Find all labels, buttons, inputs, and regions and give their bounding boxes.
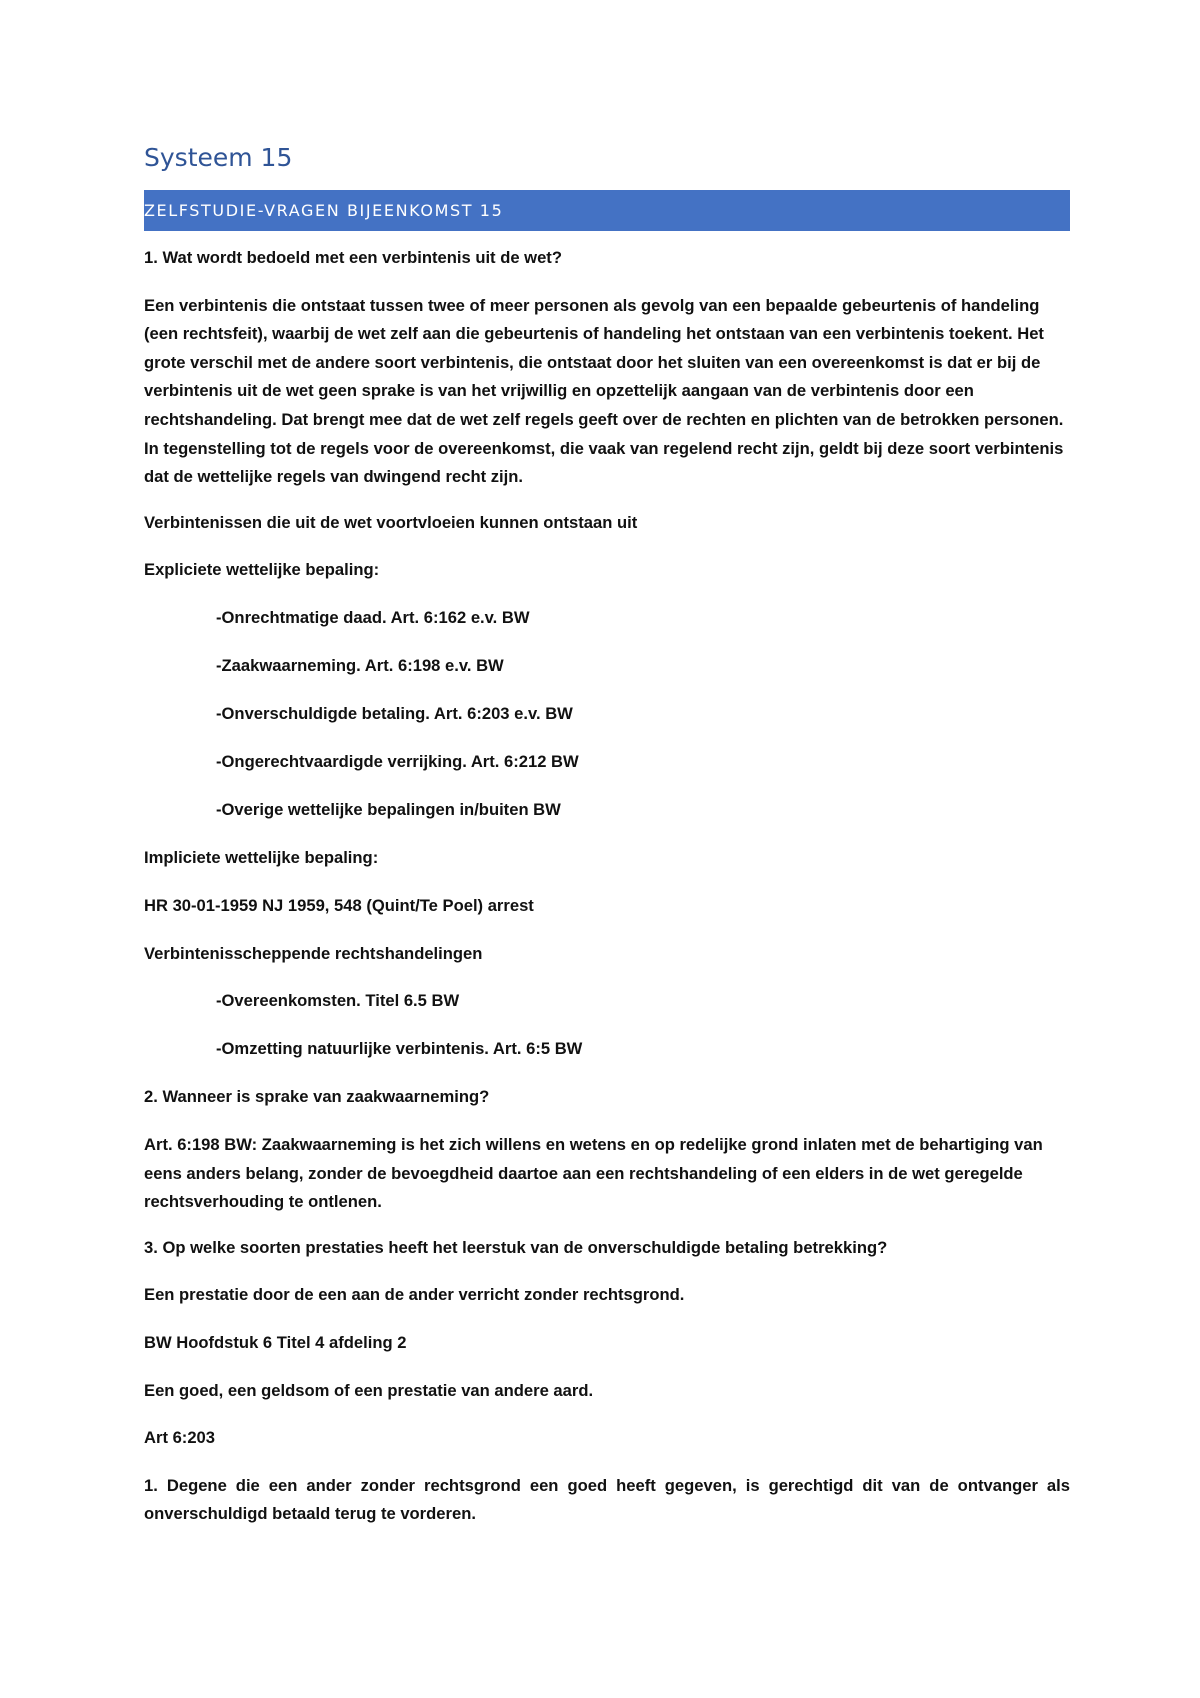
section-header-text: ZELFSTUDIE-VRAGEN BIJEENKOMST 15 [144,201,504,220]
list-item: -Overeenkomsten. Titel 6.5 BW [216,991,460,1011]
paragraph: Een goed, een geldsom of een prestatie van andere aard. [144,1380,594,1400]
paragraph: Art 6:203 [144,1428,216,1448]
paragraph: BW Hoofdstuk 6 Titel 4 afdeling 2 [144,1332,407,1352]
list-item: -Onrechtmatige daad. Art. 6:162 e.v. BW [216,607,530,627]
list-item: -Onverschuldigde betaling. Art. 6:203 e.v. BW [216,704,573,724]
paragraph: Expliciete wettelijke bepaling: [144,560,380,580]
document-title: Systeem 15 [144,143,293,172]
paragraph: 1. Degene die een ander zonder rechtsgrond een goed heeft gegeven, is gerechtigd dit van de ontvanger als onverschuldigd betaald terug te vorderen. [144,1475,1070,1524]
paragraph: Verbintenissen die uit de wet voortvloeien kunnen ontstaan uit [144,512,638,532]
section-header-bar [144,190,1070,231]
question-3: 3. Op welke soorten prestaties heeft het leerstuk van de onverschuldigde betaling betrekking? [144,1237,888,1257]
question-2: 2. Wanneer is sprake van zaakwaarneming? [144,1087,490,1107]
answer-2-paragraph: Art. 6:198 BW: Zaakwaarneming is het zich willens en wetens en op redelijke grond inlaten met de behartiging van eens anders belang, zonder de bevoegdheid daartoe aan een rechtshandeling of een elders in de wet geregelde rechtsverhouding te ontlenen. [144,1134,1043,1212]
paragraph: Een prestatie door de een aan de ander verricht zonder rechtsgrond. [144,1285,685,1305]
list-item: -Omzetting natuurlijke verbintenis. Art. 6:5 BW [216,1039,583,1059]
list-item: -Zaakwaarneming. Art. 6:198 e.v. BW [216,656,504,676]
paragraph: Impliciete wettelijke bepaling: [144,848,379,868]
document-page [144,140,1070,1548]
answer-1-paragraph: Een verbintenis die ontstaat tussen twee of meer personen als gevolg van een bepaalde gebeurtenis of handeling (een rechtsfeit), waarbij de wet zelf aan die gebeurtenis of handeling het ontstaan van een verbintenis toekent. Het grote verschil met de andere soort verbintenis, die ontstaat door het sluiten van een overeenkomst is dat er bij de verbintenis uit de wet geen sprake is van het vrijwillig en opzettelijk aangaan van de verbintenis door een rechtshandeling. Dat brengt mee dat de wet zelf regels geeft over de rechten en plichten van de betrokken personen. In tegenstelling tot de regels voor de overeenkomst, die vaak van regelend recht zijn, geldt bij deze soort verbintenis dat de wettelijke regels van dwingend recht zijn. [144,295,1064,487]
list-item: -Overige wettelijke bepalingen in/buiten BW [216,800,561,820]
list-item: -Ongerechtvaardigde verrijking. Art. 6:212 BW [216,752,579,772]
question-1: 1. Wat wordt bedoeld met een verbintenis uit de wet? [144,248,562,267]
paragraph: Verbintenisscheppende rechtshandelingen [144,943,483,963]
paragraph: HR 30-01-1959 NJ 1959, 548 (Quint/Te Poel) arrest [144,896,534,915]
